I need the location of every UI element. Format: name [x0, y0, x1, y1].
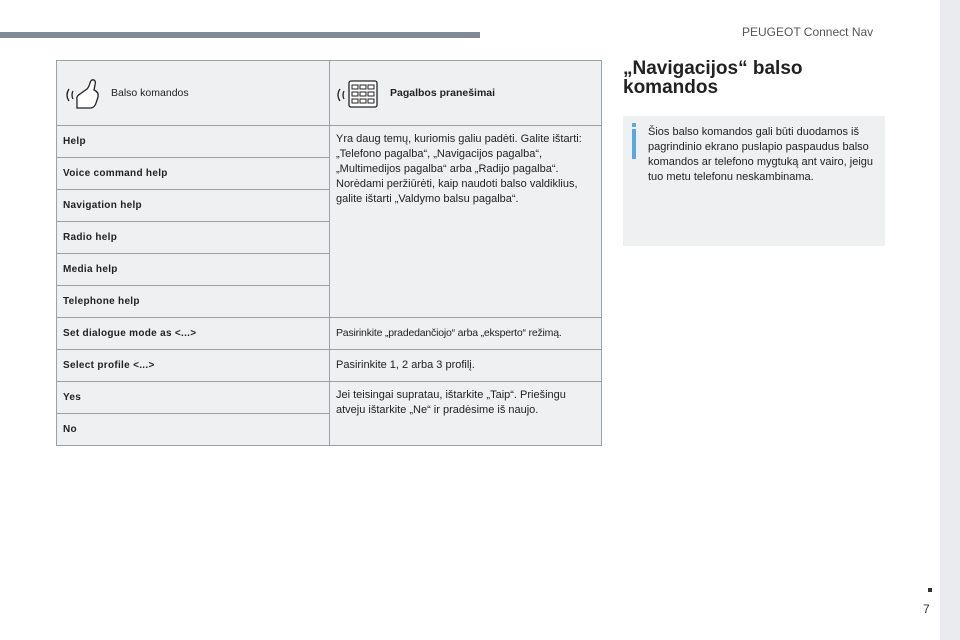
yes-no-description: Jei teisingai supratau, ištarkite „Taip“. Priešingu atveju ištarkite „Ne“ ir pradėsime iš naujo. [330, 382, 602, 446]
command-no: No [57, 414, 330, 446]
profile-description: Pasirinkite 1, 2 arba 3 profilį. [330, 350, 602, 382]
command-voice-command-help: Voice command help [57, 158, 330, 190]
command-navigation-help: Navigation help [57, 190, 330, 222]
header-label-messages: Pagalbos pranešimai [390, 87, 496, 99]
command-radio-help: Radio help [57, 222, 330, 254]
command-telephone-help: Telephone help [57, 286, 330, 318]
header-cell-commands [57, 61, 330, 126]
command-yes: Yes [57, 382, 330, 414]
table-row [57, 126, 602, 158]
page-marker [928, 588, 932, 592]
page-number: 7 [923, 602, 930, 616]
help-description: Yra daug temų, kuriomis galiu padėti. Galite ištarti: „Telefono pagalba“, „Navigacijos pagalba“, „Multimedijos pagalba“ arba „Radijo pagalba“. Norėdami peržiūrėti, kaip naudoti balso valdiklius, galite ištarti „Valdymo balsu pagalba“. [330, 126, 602, 318]
table-row [57, 350, 602, 382]
page-edge-strip [940, 0, 960, 640]
table-header-row [57, 61, 602, 126]
command-help: Help [57, 126, 330, 158]
header-label-commands: Balso komandos [111, 87, 189, 99]
dialogue-description: Pasirinkite „pradedančiojo“ arba „eksperto“ režimą. [330, 318, 602, 350]
voice-commands-table [56, 60, 602, 446]
header-bar [0, 32, 480, 38]
command-select-profile: Select profile <...> [57, 350, 330, 382]
info-text: Šios balso komandos gali būti duodamos iš pagrindinio ekrano puslapio paspaudus balso komandos ar telefono mygtuką ant vairo, jeigu tuo metu telefonu neskambinama. [648, 126, 874, 183]
document-title: PEUGEOT Connect Nav [742, 25, 874, 39]
section-title: „Navigacijos“ balso komandos [623, 58, 803, 98]
table-row [57, 318, 602, 350]
voice-command-icon [63, 76, 101, 110]
voice-keypad-icon [336, 76, 380, 110]
info-box [623, 116, 885, 246]
table-row [57, 382, 602, 414]
header-cell-messages [330, 61, 602, 126]
command-media-help: Media help [57, 254, 330, 286]
command-set-dialogue-mode: Set dialogue mode as <...> [57, 318, 330, 350]
